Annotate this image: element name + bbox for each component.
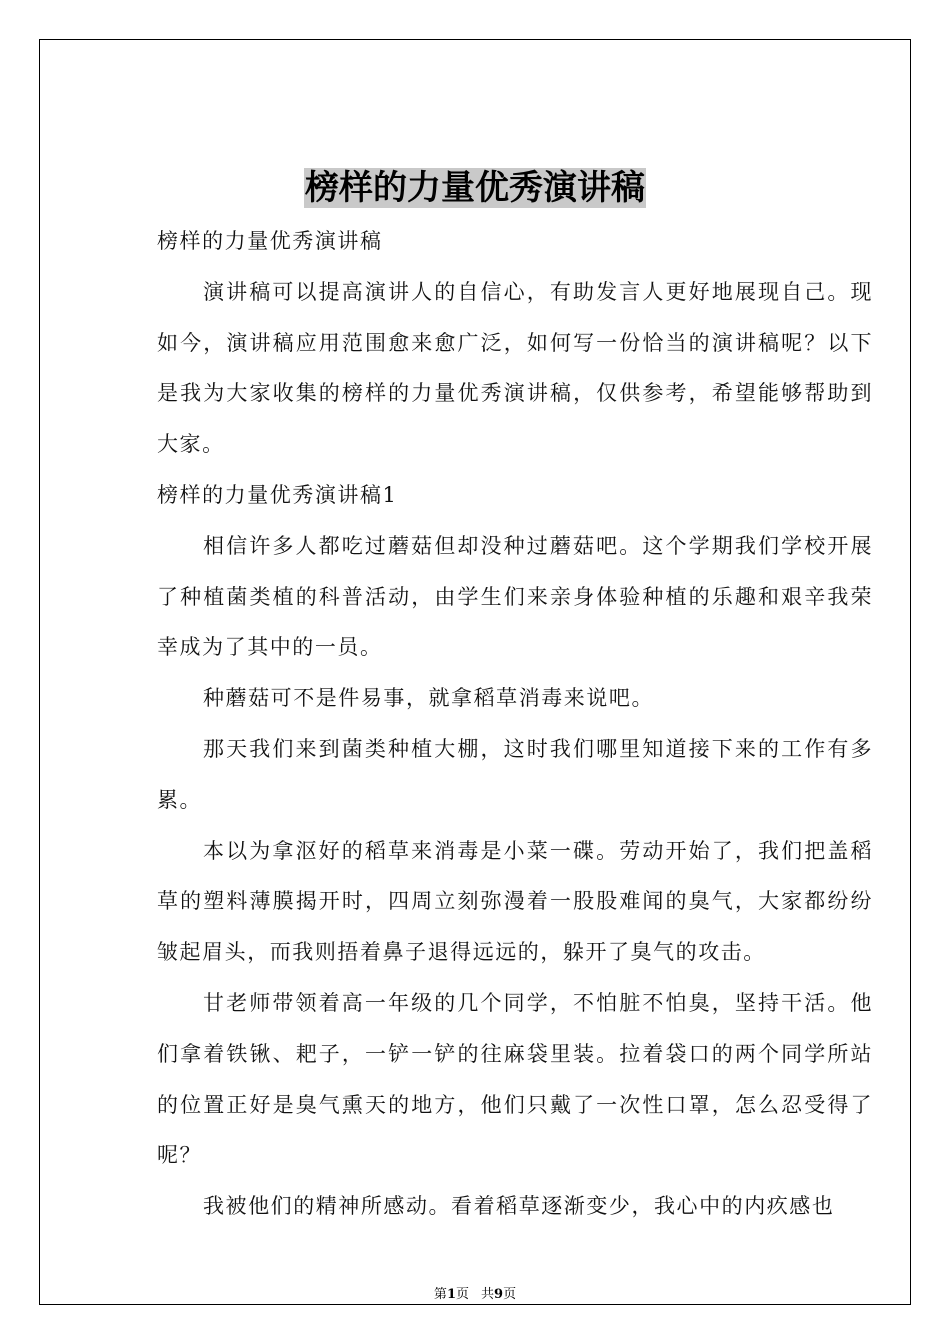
page-footer: [40, 1283, 910, 1302]
document-body: [157, 216, 873, 1232]
page-total-suffix: 页: [503, 1287, 517, 1302]
paragraph: 本以为拿沤好的稻草来消毒是小菜一碟。劳动开始了，我们把盖稻草的塑料薄膜揭开时，四周立刻弥漫着一股股难闻的臭气，大家都纷纷皱起眉头，而我则捂着鼻子退得远远的，躲开了臭气的攻击。: [157, 838, 873, 965]
paragraph: 榜样的力量优秀演讲稿1: [157, 482, 398, 507]
page-number-prefix: 第: [433, 1287, 447, 1302]
paragraph: 演讲稿可以提高演讲人的自信心，有助发言人更好地展现自己。现如今，演讲稿应用范围愈来愈广泛，如何写一份恰当的演讲稿呢？以下是我为大家收集的榜样的力量优秀演讲稿，仅供参考，希望能够帮助到大家。: [157, 279, 873, 457]
paragraph: 那天我们来到菌类种植大棚，这时我们哪里知道接下来的工作有多累。: [157, 736, 873, 812]
page-total: 9: [494, 1287, 504, 1302]
document-title: [40, 167, 910, 209]
page-number-current: 1: [446, 1287, 456, 1302]
page-number-suffix: 页: [455, 1287, 469, 1302]
page-total-prefix: 共: [481, 1287, 495, 1302]
paragraph: 我被他们的精神所感动。看着稻草逐渐变少，我心中的内疚感也: [203, 1194, 835, 1219]
paragraph: 榜样的力量优秀演讲稿: [157, 229, 383, 253]
document-page: [39, 39, 911, 1305]
paragraph: 相信许多人都吃过蘑菇但却没种过蘑菇吧。这个学期我们学校开展了种植菌类植的科普活动，由学生们来亲身体验种植的乐趣和艰辛我荣幸成为了其中的一员。: [157, 533, 873, 660]
paragraph: 甘老师带领着高一年级的几个同学，不怕脏不怕臭，坚持干活。他们拿着铁锹、耙子，一铲一铲的往麻袋里装。拉着袋口的两个同学所站的位置正好是臭气熏天的地方，他们只戴了一次性口罩，怎么忍受得了呢？: [157, 990, 873, 1168]
document-title-text: 榜样的力量优秀演讲稿: [305, 168, 645, 208]
paragraph: 种蘑菇可不是件易事，就拿稻草消毒来说吧。: [203, 686, 654, 711]
